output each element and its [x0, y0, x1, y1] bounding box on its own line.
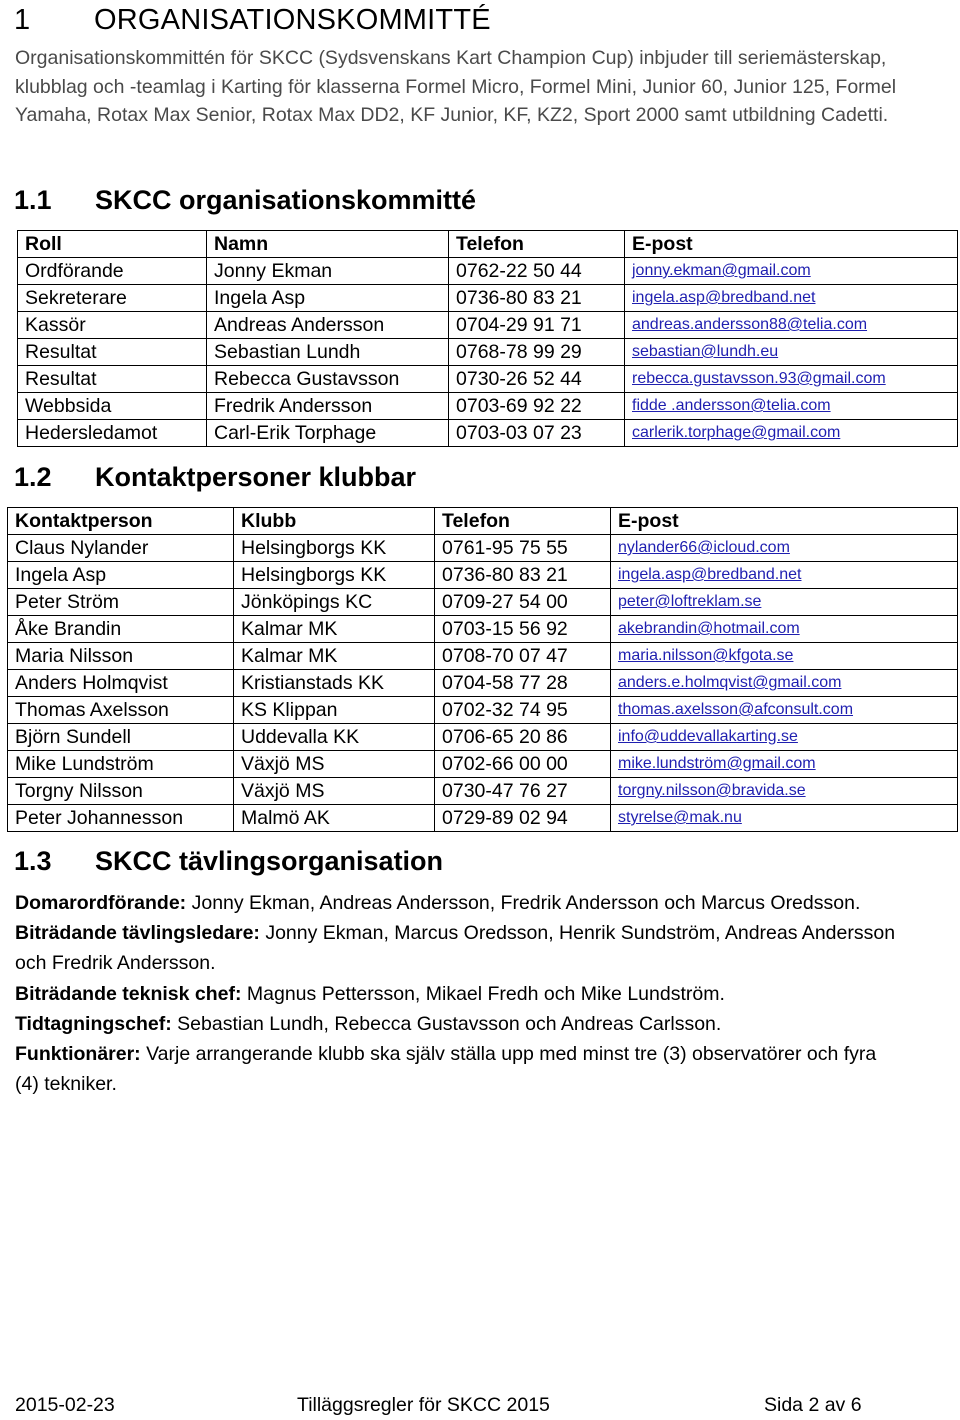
footer-date: 2015-02-23	[15, 1394, 115, 1416]
email-cell	[611, 805, 958, 832]
column-header: E-post	[611, 508, 958, 535]
column-header: Roll	[18, 231, 207, 258]
competition-organisation-text	[15, 888, 905, 1099]
contact-cell: Maria Nilsson	[8, 643, 234, 670]
email-link[interactable]: thomas.axelsson@afconsult.com	[618, 701, 854, 718]
role-cell: Kassör	[18, 312, 207, 339]
table-row	[18, 258, 958, 285]
email-link[interactable]: maria.nilsson@kfgota.se	[618, 647, 794, 664]
email-cell	[611, 724, 958, 751]
table-row	[18, 285, 958, 312]
email-cell	[625, 420, 958, 447]
club-cell: Kalmar MK	[234, 616, 435, 643]
phone-cell: 0704-58 77 28	[435, 670, 611, 697]
contact-cell: Claus Nylander	[8, 535, 234, 562]
role-text: Jonny Ekman, Andreas Andersson, Fredrik Andersson och Marcus Oredsson.	[186, 892, 861, 914]
main-heading-title: ORGANISATIONSKOMMITTÉ	[94, 4, 491, 36]
section-number: 1.3	[14, 846, 52, 876]
email-cell	[625, 285, 958, 312]
club-cell: Helsingborgs KK	[234, 535, 435, 562]
role-text: Varje arrangerande klubb ska själv ställa upp med minst tre (3) observatörer och fyra (4) tekniker.	[15, 1043, 877, 1096]
email-link[interactable]: mike.lundström@gmail.com	[618, 755, 816, 772]
column-header: E-post	[625, 231, 958, 258]
table-row	[8, 697, 958, 724]
phone-cell: 0706-65 20 86	[435, 724, 611, 751]
name-cell: Carl-Erik Torphage	[207, 420, 449, 447]
phone-cell: 0730-47 76 27	[435, 778, 611, 805]
email-link[interactable]: peter@loftreklam.se	[618, 593, 762, 610]
email-link[interactable]: rebecca.gustavsson.93@gmail.com	[632, 370, 886, 387]
role-paragraph	[15, 1009, 905, 1039]
club-cell: Jönköpings KC	[234, 589, 435, 616]
email-link[interactable]: anders.e.holmqvist@gmail.com	[618, 674, 842, 691]
footer-title: Tilläggsregler för SKCC 2015	[297, 1394, 550, 1416]
role-paragraph	[15, 918, 905, 978]
email-link[interactable]: torgny.nilsson@bravida.se	[618, 782, 806, 799]
role-paragraph	[15, 979, 905, 1009]
main-heading-number: 1	[14, 4, 31, 36]
phone-cell: 0703-03 07 23	[449, 420, 625, 447]
role-label: Biträdande teknisk chef:	[15, 982, 242, 1005]
email-cell	[611, 616, 958, 643]
role-cell: Ordförande	[18, 258, 207, 285]
role-label: Domarordförande:	[15, 892, 187, 914]
contacts-table	[7, 507, 958, 832]
footer-page-number: Sida 2 av 6	[764, 1394, 862, 1416]
club-cell: KS Klippan	[234, 697, 435, 724]
role-cell: Resultat	[18, 339, 207, 366]
name-cell: Sebastian Lundh	[207, 339, 449, 366]
club-cell: Malmö AK	[234, 805, 435, 832]
column-header: Telefon	[435, 508, 611, 535]
email-link[interactable]: sebastian@lundh.eu	[632, 343, 779, 360]
email-link[interactable]: info@uddevallakarting.se	[618, 728, 798, 745]
role-label: Funktionärer:	[15, 1043, 141, 1066]
email-link[interactable]: andreas.andersson88@telia.com	[632, 316, 868, 333]
phone-cell: 0709-27 54 00	[435, 589, 611, 616]
section-number: 1.1	[14, 185, 52, 215]
email-link[interactable]: ingela.asp@bredband.net	[632, 289, 816, 306]
contacts-table-body	[8, 508, 958, 832]
email-link[interactable]: styrelse@mak.nu	[618, 809, 742, 826]
contact-cell: Björn Sundell	[8, 724, 234, 751]
role-cell: Resultat	[18, 366, 207, 393]
email-cell	[625, 258, 958, 285]
email-cell	[611, 643, 958, 670]
role-paragraph	[15, 1039, 905, 1099]
role-cell: Webbsida	[18, 393, 207, 420]
table-row	[18, 420, 958, 447]
contact-cell: Mike Lundström	[8, 751, 234, 778]
table-header-row	[18, 231, 958, 258]
email-cell	[611, 697, 958, 724]
organisation-table-body	[18, 231, 958, 447]
phone-cell: 0729-89 02 94	[435, 805, 611, 832]
table-row	[8, 805, 958, 832]
name-cell: Andreas Andersson	[207, 312, 449, 339]
table-row	[18, 339, 958, 366]
table-row	[8, 670, 958, 697]
role-text: Sebastian Lundh, Rebecca Gustavsson och Andreas Carlsson.	[171, 1012, 722, 1035]
role-label: Biträdande tävlingsledare:	[15, 922, 260, 945]
role-text: Magnus Pettersson, Mikael Fredh och Mike Lundström.	[241, 982, 725, 1005]
email-cell	[625, 339, 958, 366]
table-row	[18, 393, 958, 420]
column-header: Telefon	[449, 231, 625, 258]
club-cell: Kalmar MK	[234, 643, 435, 670]
contact-cell: Thomas Axelsson	[8, 697, 234, 724]
email-link[interactable]: jonny.ekman@gmail.com	[632, 262, 811, 279]
email-cell	[625, 393, 958, 420]
email-cell	[611, 751, 958, 778]
contact-cell: Anders Holmqvist	[8, 670, 234, 697]
organisation-table	[17, 230, 958, 447]
phone-cell: 0736-80 83 21	[435, 562, 611, 589]
club-cell: Växjö MS	[234, 778, 435, 805]
email-cell	[611, 535, 958, 562]
column-header: Kontaktperson	[8, 508, 234, 535]
table-row	[8, 778, 958, 805]
role-label: Tidtagningschef:	[15, 1012, 172, 1035]
phone-cell: 0703-15 56 92	[435, 616, 611, 643]
contact-cell: Torgny Nilsson	[8, 778, 234, 805]
table-header-row	[8, 508, 958, 535]
phone-cell: 0703-69 92 22	[449, 393, 625, 420]
table-row	[8, 535, 958, 562]
section-heading-contacts	[14, 462, 416, 493]
table-row	[8, 562, 958, 589]
section-title: SKCC tävlingsorganisation	[95, 846, 444, 876]
club-cell: Uddevalla KK	[234, 724, 435, 751]
name-cell: Fredrik Andersson	[207, 393, 449, 420]
email-link[interactable]: ingela.asp@bredband.net	[618, 566, 802, 583]
contact-cell: Åke Brandin	[8, 616, 234, 643]
email-link[interactable]: nylander66@icloud.com	[618, 539, 790, 556]
email-cell	[611, 670, 958, 697]
club-cell: Kristianstads KK	[234, 670, 435, 697]
contact-cell: Peter Johannesson	[8, 805, 234, 832]
contact-cell: Ingela Asp	[8, 562, 234, 589]
contact-cell: Peter Ström	[8, 589, 234, 616]
email-link[interactable]: akebrandin@hotmail.com	[618, 620, 800, 637]
table-row	[8, 616, 958, 643]
table-row	[8, 751, 958, 778]
column-header: Namn	[207, 231, 449, 258]
club-cell: Helsingborgs KK	[234, 562, 435, 589]
section-title: Kontaktpersoner klubbar	[95, 462, 417, 492]
intro-paragraph: Organisationskommittén för SKCC (Sydsvenskans Kart Champion Cup) inbjuder till seriemästerskap, klubblag och -teamlag i Karting för klasserna Formel Micro, Formel Mini, Junior 60, Junior 125, Formel Yamaha, Rotax Max Senior, Rotax Max DD2, KF Junior, KF, KZ2, Sport 2000 samt utbildning Cadetti.	[15, 47, 897, 126]
name-cell: Rebecca Gustavsson	[207, 366, 449, 393]
role-text: Jonny Ekman, Marcus Oredsson, Henrik Sundström, Andreas Andersson och Fredrik Andersson.	[15, 922, 896, 975]
role-cell: Hedersledamot	[18, 420, 207, 447]
email-link[interactable]: fidde .andersson@telia.com	[632, 397, 831, 414]
club-cell: Växjö MS	[234, 751, 435, 778]
section-heading-competition	[14, 846, 443, 877]
email-cell	[611, 562, 958, 589]
phone-cell: 0704-29 91 71	[449, 312, 625, 339]
phone-cell: 0761-95 75 55	[435, 535, 611, 562]
email-cell	[625, 312, 958, 339]
phone-cell: 0702-66 00 00	[435, 751, 611, 778]
role-cell: Sekreterare	[18, 285, 207, 312]
phone-cell: 0708-70 07 47	[435, 643, 611, 670]
table-row	[8, 643, 958, 670]
name-cell: Jonny Ekman	[207, 258, 449, 285]
table-row	[8, 589, 958, 616]
section-heading-organisation	[14, 185, 476, 216]
phone-cell: 0702-32 74 95	[435, 697, 611, 724]
table-row	[18, 312, 958, 339]
phone-cell: 0730-26 52 44	[449, 366, 625, 393]
phone-cell: 0736-80 83 21	[449, 285, 625, 312]
section-number: 1.2	[14, 462, 52, 492]
email-cell	[625, 366, 958, 393]
main-heading	[14, 4, 491, 37]
email-cell	[611, 778, 958, 805]
table-row	[8, 724, 958, 751]
phone-cell: 0768-78 99 29	[449, 339, 625, 366]
section-title: SKCC organisationskommitté	[95, 185, 477, 215]
role-paragraph	[15, 888, 905, 918]
phone-cell: 0762-22 50 44	[449, 258, 625, 285]
table-row	[18, 366, 958, 393]
email-cell	[611, 589, 958, 616]
email-link[interactable]: carlerik.torphage@gmail.com	[632, 424, 841, 441]
name-cell: Ingela Asp	[207, 285, 449, 312]
column-header: Klubb	[234, 508, 435, 535]
